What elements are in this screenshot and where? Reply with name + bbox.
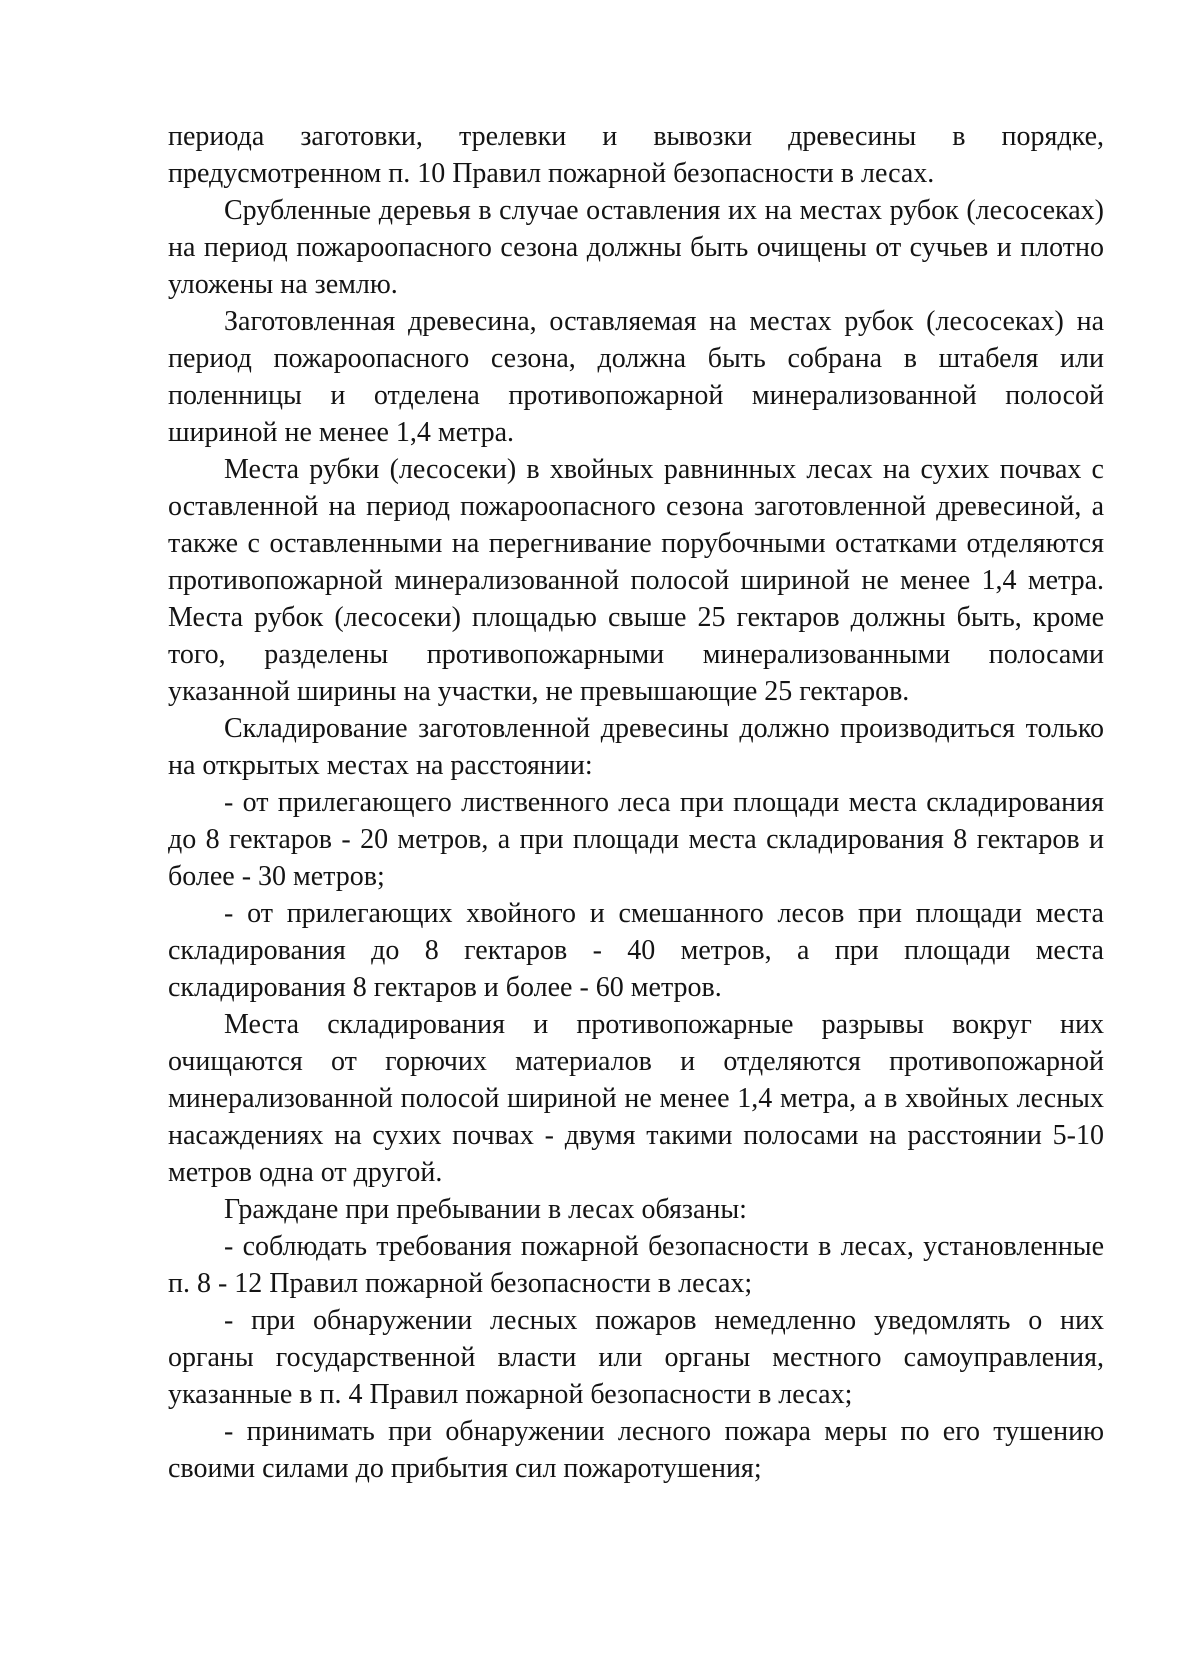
paragraph-storage-intro: Складирование заготовленной древесины должно производиться только на открытых местах на расстоянии: [168,713,1104,781]
paragraph-citizens-obligations: Граждане при пребывании в лесах обязаны: [224,1194,747,1225]
paragraph-harvested-wood: Заготовленная древесина, оставляемая на местах рубок (лесосеках) на период пожароопасного сезона, должна быть собрана в штабеля или поленницы и отделена противопожарной минерализованной полосой шириной не менее 1,4 метра. [168,306,1104,448]
paragraph-storage-clearing: Места складирования и противопожарные разрывы вокруг них очищаются от горючих материалов и отделяются противопожарной минерализованной полосой шириной не менее 1,4 метра, а в хвойных лесных насаждениях на сухих почвах - двумя такими полосами на расстоянии 5-10 метров одна от другой. [168,1009,1104,1188]
list-item-extinguish-fire: - принимать при обнаружении лесного пожара меры по его тушению своими силами до прибытия сил пожаротушения; [168,1416,1104,1484]
list-item-report-fires: - при обнаружении лесных пожаров немедленно уведомлять о них органы государственной власти или органы местного самоуправления, указанные в п. 4 Правил пожарной безопасности в лесах; [168,1305,1104,1410]
document-body [168,118,1104,1487]
list-item-comply-requirements: - соблюдать требования пожарной безопасности в лесах, установленные п. 8 - 12 Правил пожарной безопасности в лесах; [168,1231,1104,1299]
paragraph-felled-trees: Срубленные деревья в случае оставления их на местах рубок (лесосеках) на период пожароопасного сезона должны быть очищены от сучьев и плотно уложены на землю. [168,195,1104,300]
paragraph-continuation: периода заготовки, трелевки и вывозки древесины в порядке, предусмотренном п. 10 Правил пожарной безопасности в лесах. [168,121,1104,189]
list-item-deciduous-forest: - от прилегающего лиственного леса при площади места складирования до 8 гектаров - 20 метров, а при площади места складирования 8 гектаров и более - 30 метров; [168,787,1104,892]
paragraph-cutting-sites: Места рубки (лесосеки) в хвойных равнинных лесах на сухих почвах с оставленной на период пожароопасного сезона заготовленной древесиной, а также с оставленными на перегнивание порубочными остатками отделяются противопожарной минерализованной полосой шириной не менее 1,4 метра. Места рубок (лесосеки) площадью свыше 25 гектаров должны быть, кроме того, разделены противопожарными минерализованными полосами указанной ширины на участки, не превышающие 25 гектаров. [168,454,1104,707]
list-item-coniferous-forest: - от прилегающих хвойного и смешанного лесов при площади места складирования до 8 гектаров - 40 метров, а при площади места складирования 8 гектаров и более - 60 метров. [168,898,1104,1003]
